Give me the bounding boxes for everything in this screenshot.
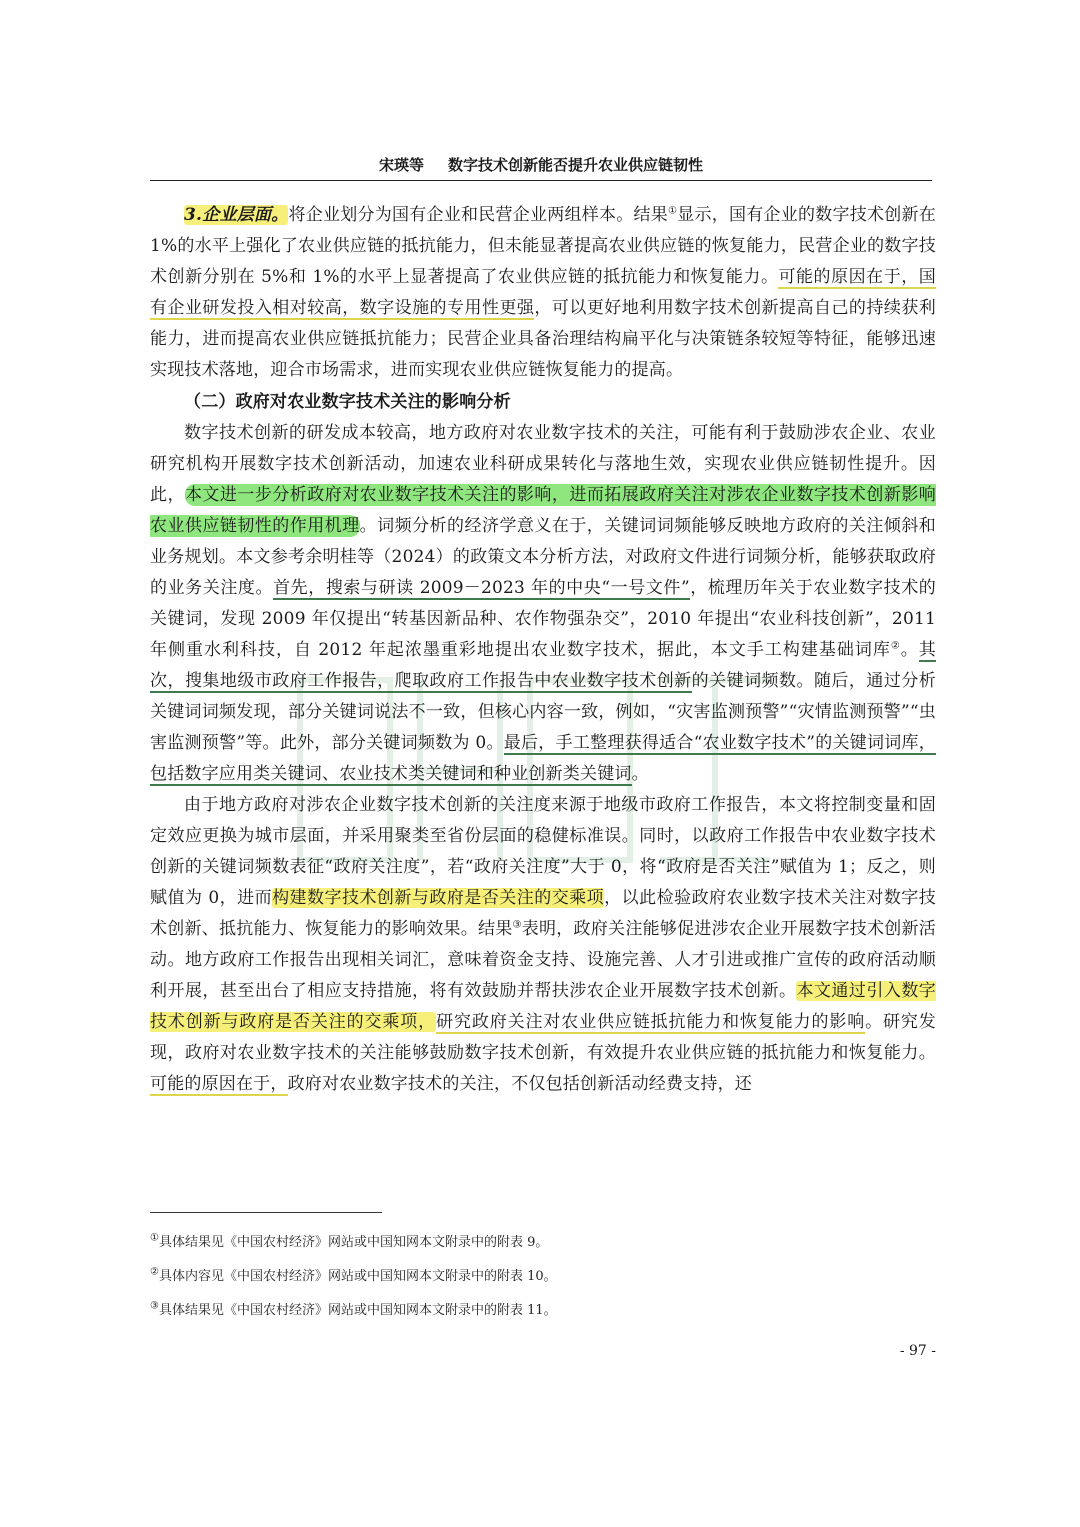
section-heading-government-attention: （二）政府对农业数字技术关注的影响分析 [184, 392, 511, 412]
article-body [150, 200, 936, 1100]
footnote-2 [150, 1260, 932, 1294]
text-run: 政府对农业数字技术的关注，不仅包括创新活动经费支持，还 [287, 1074, 753, 1094]
footnote-text: 具体结果见《中国农村经济》网站或中国知网本文附录中的附表 9。 [158, 1235, 549, 1250]
underlined-step-first: 首先，搜索与研读 2009－2023 年的中央“一号文件” [273, 578, 690, 598]
running-header [150, 150, 932, 181]
header-authors: 宋瑛等 [378, 156, 424, 174]
footnote-1 [150, 1226, 932, 1260]
header-title: 数字技术创新能否提升农业供应链韧性 [448, 156, 704, 174]
text-run: ，可以更好地利用数字技术创新提高自己的持续获利能力，进而提高农业供应链抵抗能力；民营企业具备治理结构扁平化与决策链条较短等特征，能够迅速实现技术落地，迎合市场需求，进而实现农业供应链恢复能力的提高。 [150, 298, 936, 380]
underlined-reason: 可能的原因在于，国有企业研发投入相对较高，数字设施的专用性更强 [150, 267, 936, 318]
footnote-ref-3[interactable]: ③ [512, 919, 522, 931]
page-number: - 97 - [899, 1343, 936, 1359]
underlined-research-scope: 研究政府关注对农业供应链抵抗能力和恢复能力的影响 [436, 1012, 866, 1032]
underlined-step-second: 其次，搜集地级市政府工作报告，爬取政府工作报告中农业数字技术创新 [150, 640, 936, 691]
yellow-highlight-method: 本文通过引入数字技术创新与政府是否关注的交乘项， [150, 981, 936, 1032]
text-run: 数字技术创新的研发成本较高，地方政府对农业数字技术的关注，可能有利于鼓励涉农企业、农业研究机构开展数字技术创新活动，加速农业科研成果转化与落地生效，实现农业供应链韧性提升。因此， [150, 423, 936, 505]
paragraph-government-attention [150, 418, 936, 790]
text-run: ，以此检验政府农业数字技术关注对数字技术创新、抵抗能力、恢复能力的影响效果。结果 [150, 888, 936, 939]
paragraph-enterprise-level [150, 200, 936, 386]
footnote-ref-1[interactable]: ① [668, 205, 678, 217]
green-highlight-mechanism: 本文进一步分析政府对农业数字技术关注的影响，进而拓展政府关注对涉农企业数字技术创新影响农业供应链韧性的作用机理 [150, 485, 936, 536]
footnote-divider [150, 1212, 382, 1213]
text-run: 显示，国有企业的数字技术创新在 1%的水平上强化了农业供应链的抵抗能力，但未能显著提高农业供应链的恢复能力，民营企业的数字技术创新分别在 5%和 1%的水平上显著提高了农业供应链的抵抗能力和恢复能力。 [150, 205, 936, 287]
text-run: 。词频分析的经济学意义在于，关键词词频能够反映地方政府的关注倾斜和业务规划。本文参考余明桂等（2024）的政策文本分析方法，对政府文件进行词频分析，能够获取政府的业务关注度。 [150, 516, 936, 598]
text-run: 表明，政府关注能够促进涉农企业开展数字技术创新活动。地方政府工作报告出现相关词汇，意味着资金支持、设施完善、人才引进或推广宣传的政府活动顺利开展，甚至出台了相应支持措施，将有效鼓励并帮扶涉农企业开展数字技术创新。 [150, 919, 936, 1001]
text-run: 由于地方政府对涉农企业数字技术创新的关注度来源于地级市政府工作报告，本文将控制变量和固定效应更换为城市层面，并采用聚类至省份层面的稳健标准误。同时，以政府工作报告中农业数字技术创新的关键词频数表征“政府关注度”，若“政府关注度”大于 0，将“政府是否关注”赋值为 1；反之，则赋值为 0，进而 [150, 795, 936, 908]
enterprise-level-label: 3.企业层面。 [184, 205, 289, 225]
text-run: 。 [900, 640, 919, 660]
footnote-mark: ② [150, 1266, 159, 1278]
paragraph-interaction-term [150, 790, 936, 1100]
text-run: 的关键词频数。随后，通过分析关键词词频发现，部分关键词说法不一致，但核心内容一致，例如，“灾害监测预警”“灾情监测预警”“虫害监测预警”等。此外，部分关键词频数为 0。 [150, 671, 936, 753]
underlined-step-last: 最后，手工整理获得适合“农业数字技术”的关键词词库，包括数字应用类关键词、农业技术类关键词和种业创新类关键词 [150, 733, 936, 784]
yellow-highlight-interaction: 构建数字技术创新与政府是否关注的交乘项 [272, 888, 605, 908]
footnote-ref-2[interactable]: ② [890, 640, 901, 652]
underlined-possible-reason: 可能的原因在于， [150, 1074, 288, 1094]
text-run: ，梳理历年关于农业数字技术的关键词，发现 2009 年仅提出“转基因新品种、农作物强杂交”，2010 年提出“农业科技创新”，2011 年侧重水利科技，自 2012 年起浓墨重彩地提出农业数字技术，据此，本文手工构建基础词库 [150, 578, 936, 660]
text-run: 。研究发现，政府对农业数字技术的关注能够鼓励数字技术创新，有效提升农业供应链的抵抗能力和恢复能力。 [150, 1012, 936, 1063]
text-run: 将企业划分为国有企业和民营企业两组样本。结果 [288, 205, 669, 225]
footnotes [150, 1226, 932, 1328]
footnote-mark: ③ [150, 1300, 159, 1312]
footnote-mark: ① [150, 1232, 159, 1244]
text-run: 。 [631, 764, 649, 784]
footnote-text: 具体结果见《中国农村经济》网站或中国知网本文附录中的附表 11。 [158, 1303, 557, 1318]
footnote-text: 具体内容见《中国农村经济》网站或中国知网本文附录中的附表 10。 [158, 1269, 557, 1284]
footnote-3 [150, 1294, 932, 1328]
